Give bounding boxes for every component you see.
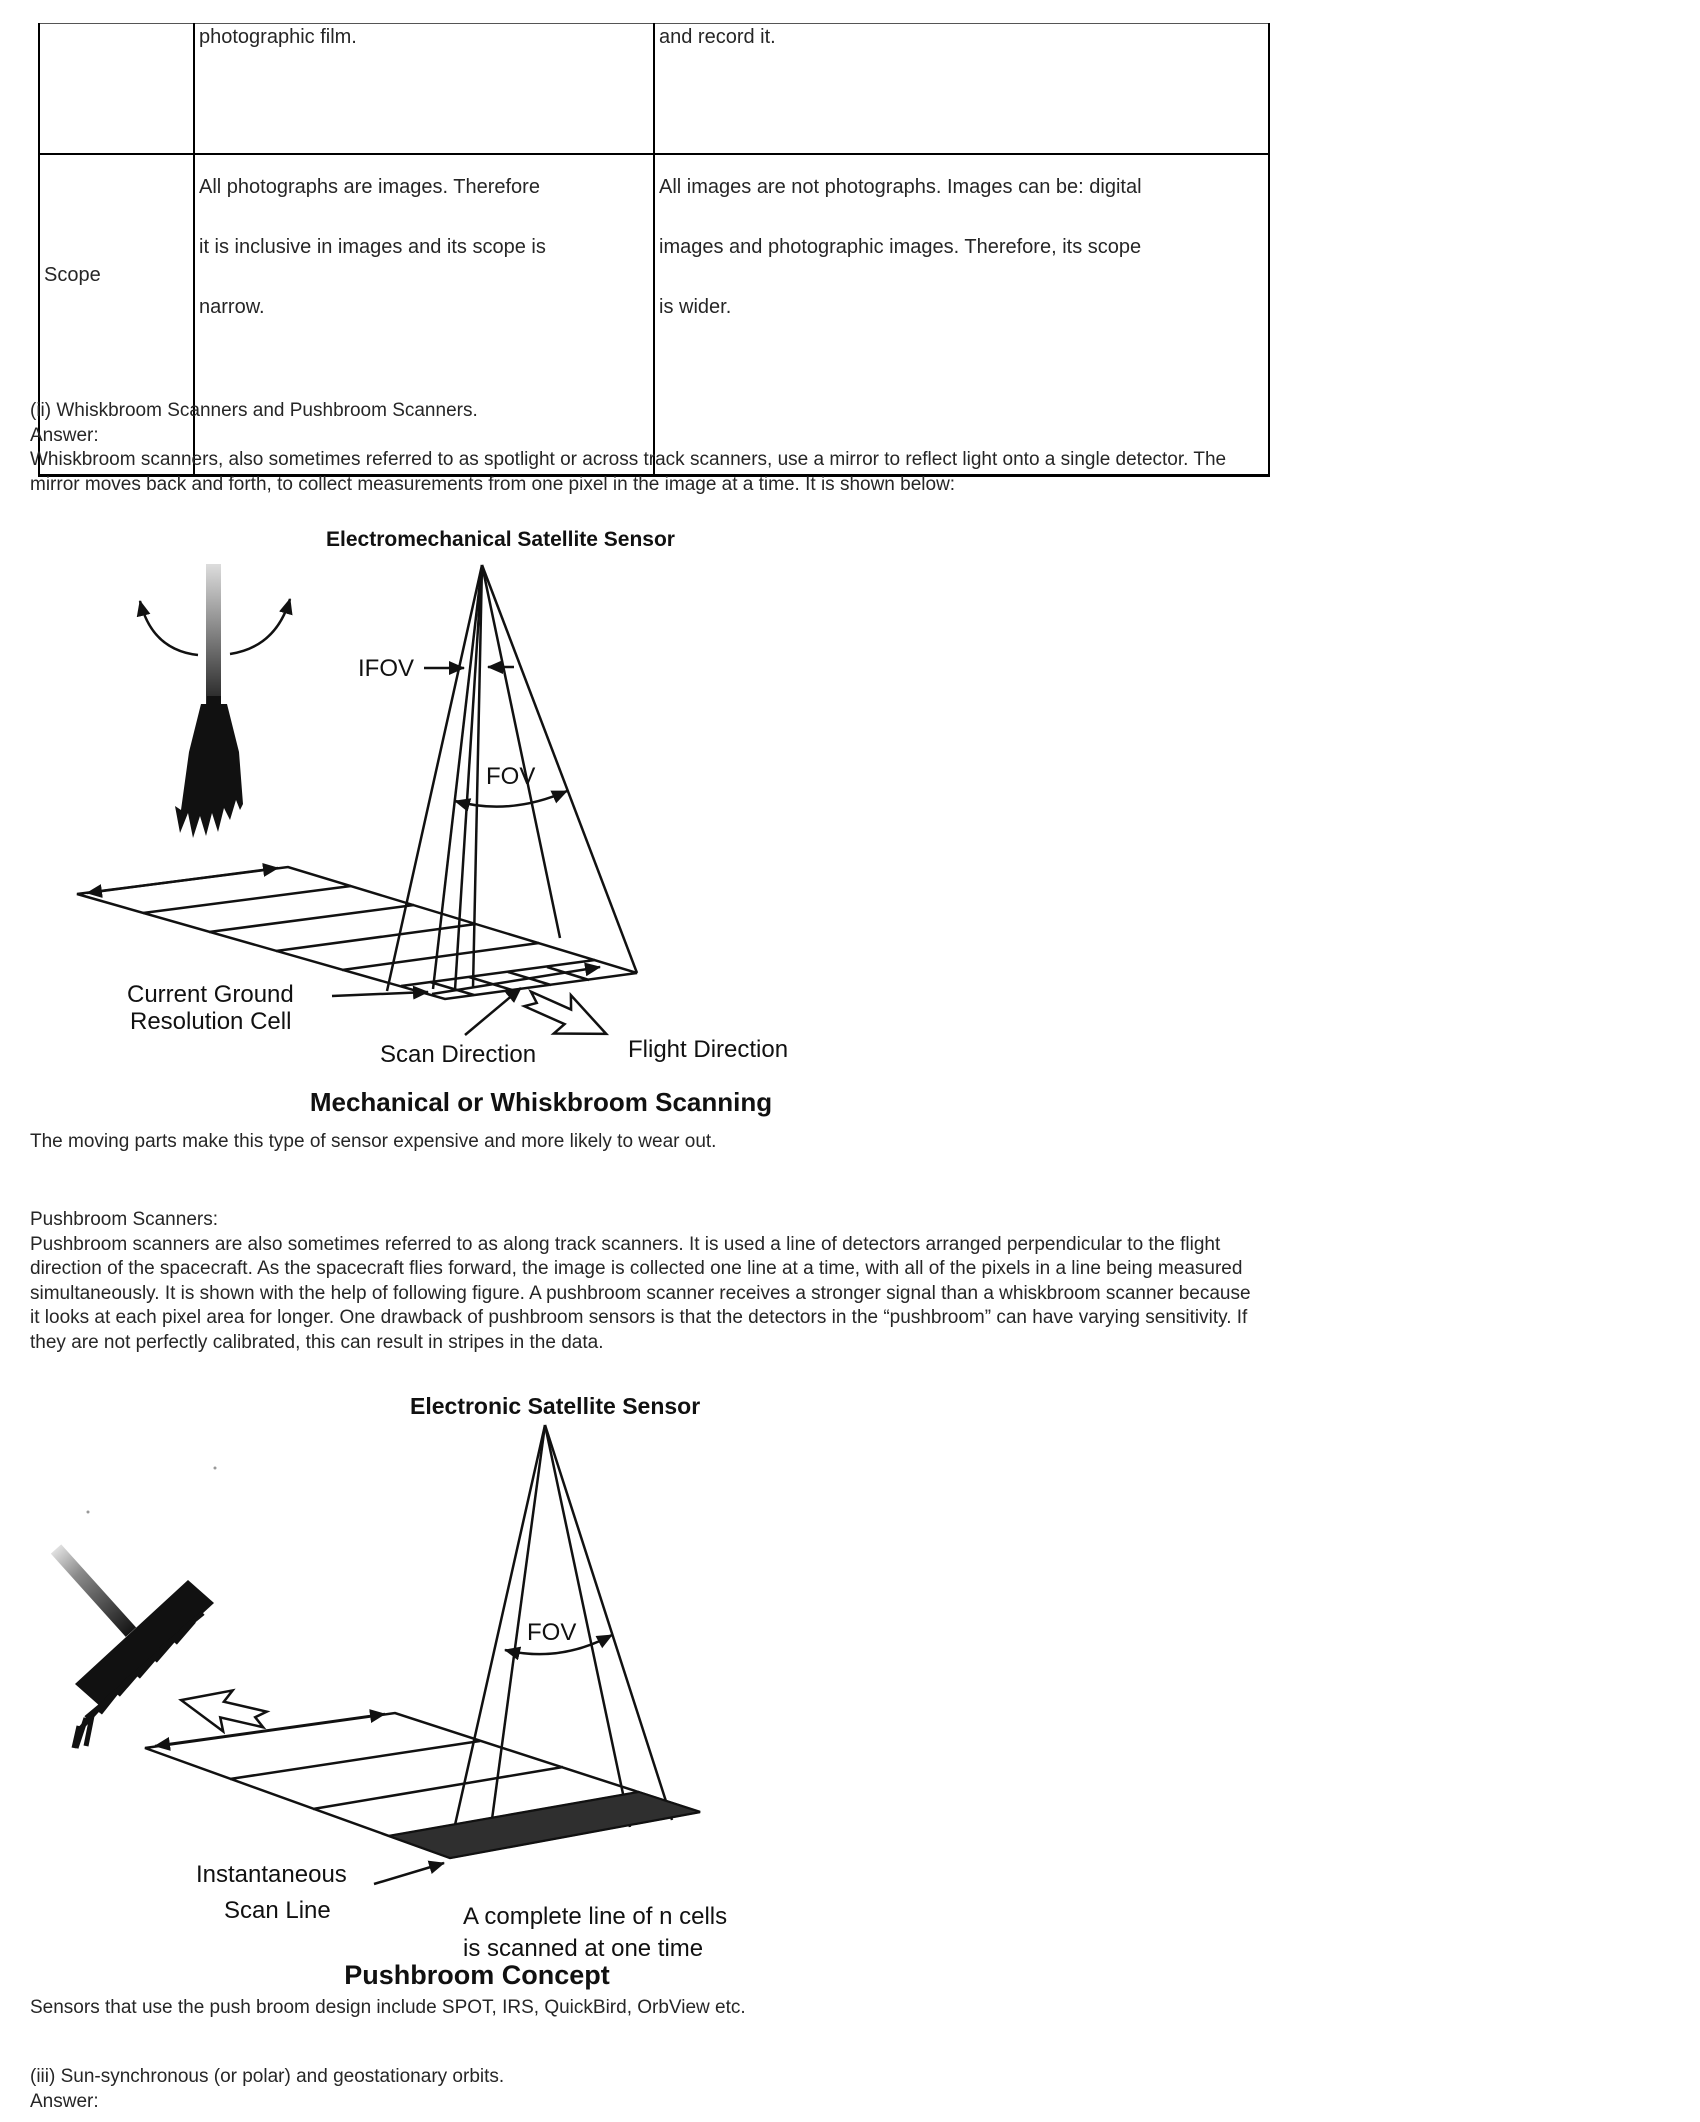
table-cell-scope: Scope [39, 154, 194, 476]
swath-width-arrow [87, 868, 278, 893]
label-flight-direction: Flight Direction [628, 1036, 789, 1063]
scan-speck [214, 1467, 217, 1470]
paragraph-line: The moving parts make this type of sensor expensive and more likely to wear out. [30, 1131, 717, 1152]
table-cell-photographic-film: photographic film. [194, 24, 654, 155]
whisk-broom-icon [140, 564, 290, 838]
answer-label: Answer: [30, 424, 99, 446]
paragraph-line: direction of the spacecraft. As the spacecraft flies forward, the image is collected one line at a time, with all of the pixels in a line being measured [30, 1258, 1243, 1279]
broom-collar [197, 704, 231, 720]
paragraph-line: Sensors that use the push broom design include SPOT, IRS, QuickBird, OrbView etc. [30, 1997, 746, 2018]
question-heading: (ii) Whiskbroom Scanners and Pushbroom Scanners. [30, 400, 478, 421]
swath-width-arrow [155, 1714, 385, 1746]
section-heading: Pushbroom Scanners: [30, 1209, 218, 1230]
label-scan-line: Scan Line [224, 1897, 331, 1924]
label-current-ground: Current Ground [127, 981, 294, 1008]
table-cell-line: is wider. [659, 296, 732, 318]
broom-bristles [175, 752, 243, 838]
paragraph-line: mirror moves back and forth, to collect measurements from one pixel in the image at a time. It is shown below: [30, 473, 956, 495]
figure1-title: Electromechanical Satellite Sensor [326, 528, 675, 551]
label-scanned-one-time: is scanned at one time [463, 1935, 704, 1962]
paragraph-line: Pushbroom scanners are also sometimes referred to as along track scanners. It is used a line of detectors arranged perpendicular to the flight [30, 1233, 1221, 1255]
table-cell-line: narrow. [199, 296, 265, 318]
label-ifov: IFOV [358, 655, 415, 682]
label-complete-line: A complete line of n cells [463, 1903, 728, 1930]
whiskbroom-section [30, 399, 1226, 497]
whiskbroom-note [30, 1130, 716, 1155]
sensors-note [30, 1996, 746, 2021]
table-cell-empty [39, 24, 194, 155]
broom-handle [51, 1544, 136, 1637]
label-resolution-cell: Resolution Cell [130, 1008, 292, 1035]
ground-swath [145, 1713, 700, 1858]
paragraph-line: Whiskbroom scanners, also sometimes referred to as spotlight or across track scanners, use a mirror to reflect light onto a single detector. The [30, 449, 1227, 470]
ground-swath [77, 867, 637, 999]
orbits-section [30, 2065, 504, 2114]
question-heading: (iii) Sun-synchronous (or polar) and geostationary orbits. [30, 2066, 505, 2087]
instantaneous-pointer [374, 1863, 444, 1884]
label-fov: FOV [527, 1619, 577, 1646]
fov-arc [455, 791, 567, 807]
label-scan-direction: Scan Direction [380, 1041, 537, 1068]
broom-head [189, 720, 239, 752]
figure1-whiskbroom-diagram [40, 520, 830, 1080]
label-fov: FOV [486, 763, 536, 790]
paragraph-line: they are not perfectly calibrated, this can result in stripes in the data. [30, 1331, 604, 1353]
push-broom-icon [51, 1544, 214, 1748]
table-cell-line: All photographs are images. Therefore [199, 176, 540, 198]
table-cell-line: images and photographic images. Therefore, its scope [659, 236, 1142, 258]
figure2-title: Electronic Satellite Sensor [410, 1393, 701, 1419]
current-ground-pointer [332, 992, 428, 996]
table-cell-and-record-it: and record it. [654, 24, 1269, 155]
figure1-caption: Mechanical or Whiskbroom Scanning [309, 1087, 773, 1117]
paragraph-line: simultaneously. It is shown with the help of following figure. A pushbroom scanner receives a stronger signal than a whiskbroom scanner because [30, 1282, 1251, 1304]
answer-label: Answer: [30, 2090, 99, 2112]
figure2-caption: Pushbroom Concept [344, 1960, 610, 1990]
figure2-pushbroom-diagram [40, 1420, 800, 1965]
table-cell-line: All images are not photographs. Images can be: digital [659, 176, 1142, 198]
label-instantaneous: Instantaneous [196, 1861, 347, 1888]
broom-handle [206, 564, 221, 710]
scan-speck [87, 1511, 90, 1514]
instantaneous-scan-line-strip [389, 1792, 700, 1858]
table-row [39, 24, 1269, 155]
table-cell-line: it is inclusive in images and its scope is [199, 236, 546, 258]
paragraph-line: it looks at each pixel area for longer. One drawback of pushbroom sensors is that the detectors in the “pushbroom” can have varying sensitivity. If [30, 1307, 1248, 1328]
pushbroom-section [30, 1208, 1251, 1355]
